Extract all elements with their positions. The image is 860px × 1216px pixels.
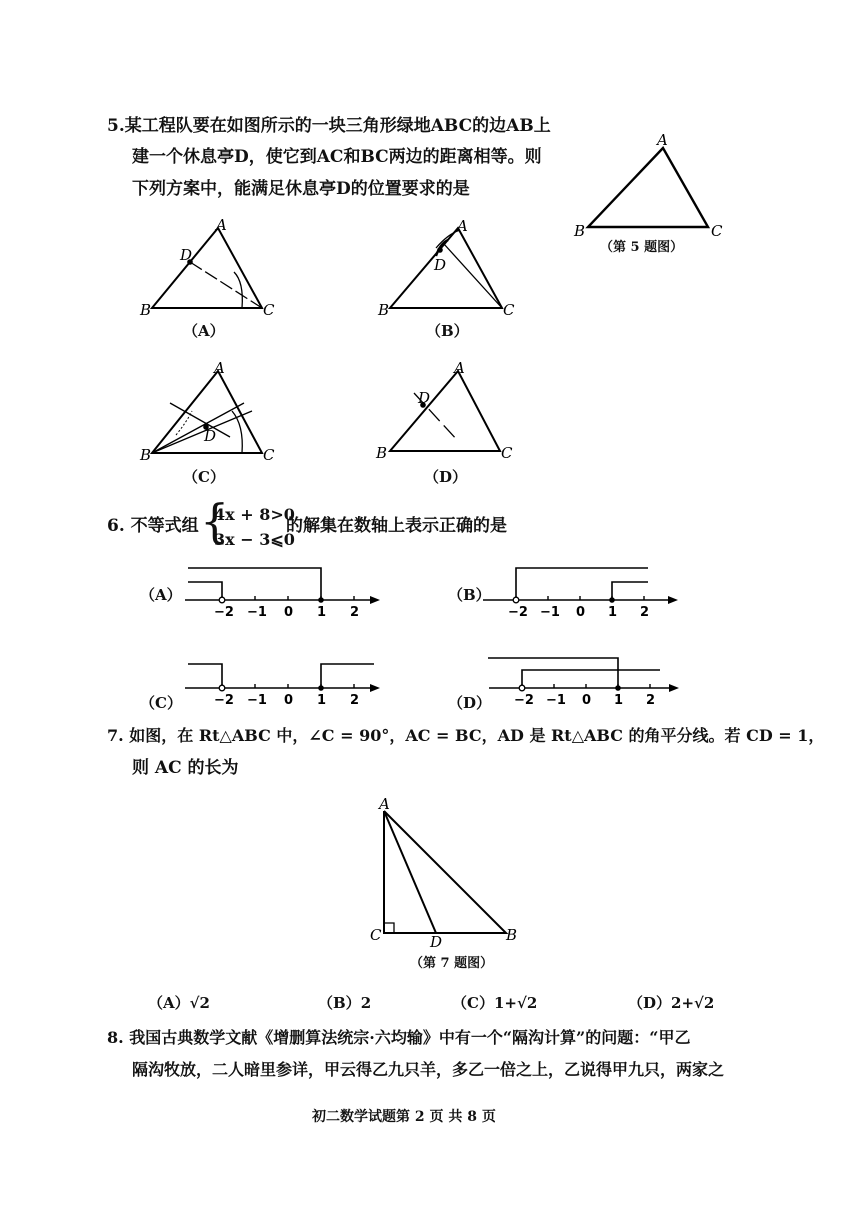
q5-option-a-figure — [140, 216, 280, 320]
tick-label: 0 — [576, 605, 586, 620]
tick-label: 1 — [317, 605, 327, 620]
q6-number-line-d — [484, 652, 694, 712]
q6-prefix: 6. 不等式组 — [107, 516, 199, 536]
q7-line2: 则 AC 的长为 — [132, 758, 239, 778]
label-C: C — [263, 301, 275, 319]
q6-number-line-a — [180, 560, 390, 620]
label-D: D — [180, 246, 193, 264]
q7-line1: 7. 如图，在 Rt△ABC 中，∠C = 90°，AC = BC，AD 是 Rt△ABC 的角平分线。若 CD = 1， — [107, 726, 825, 745]
q5-line3: 下列方案中，能满足休息亭D的位置要求的是 — [132, 179, 470, 199]
q7-fig-caption: （第 7 题图） — [410, 956, 494, 971]
q5-option-c[interactable]: （C） — [183, 468, 225, 486]
option-label: （D） — [628, 994, 672, 1012]
option-label: （A） — [148, 994, 190, 1012]
label-B: B — [140, 301, 152, 319]
option-value: 2+√2 — [671, 994, 715, 1012]
q6-number-line-b — [478, 560, 688, 620]
q6-option-c[interactable]: （C） — [140, 694, 182, 712]
label-A: A — [379, 795, 390, 813]
q8-line2: 隔沟牧放，二人暗里参详，甲云得乙九只羊，多乙一倍之上，乙说得甲九只，两家之 — [132, 1060, 725, 1079]
label-A: A — [657, 131, 668, 149]
tick-label: −1 — [540, 605, 560, 620]
option-value: √2 — [189, 994, 210, 1012]
option-label: （C） — [452, 994, 494, 1012]
tick-label: 0 — [284, 605, 294, 620]
label-A: A — [214, 359, 225, 377]
label-B: B — [140, 446, 152, 464]
page-footer: 初二数学试题第 2 页 共 8 页 — [312, 1109, 496, 1125]
q7-option-a[interactable] — [148, 992, 210, 1013]
q5-option-d-figure — [376, 359, 516, 465]
q6-suffix: 的解集在数轴上表示正确的是 — [286, 516, 507, 536]
tick-label: 2 — [646, 693, 656, 708]
tick-label: 1 — [608, 605, 618, 620]
tick-label: −1 — [546, 693, 566, 708]
q7-option-c[interactable] — [452, 992, 537, 1013]
tick-label: 0 — [582, 693, 592, 708]
tick-label: −2 — [214, 693, 234, 708]
label-C: C — [501, 444, 513, 462]
q7-option-d[interactable] — [628, 992, 714, 1013]
label-C: C — [370, 926, 382, 944]
label-D: D — [418, 389, 431, 407]
label-A: A — [454, 359, 465, 377]
tick-label: −1 — [247, 605, 267, 620]
q5-option-d[interactable]: （D） — [424, 468, 468, 486]
q6-option-d[interactable]: （D） — [448, 694, 492, 712]
q5-option-b-figure — [378, 217, 518, 320]
tick-label: −2 — [214, 605, 234, 620]
label-C: C — [711, 222, 723, 240]
option-value: 1+√2 — [493, 994, 538, 1012]
tick-label: 2 — [350, 605, 360, 620]
q5-fig-caption: （第 5 题图） — [600, 240, 684, 255]
tick-label: 1 — [614, 693, 624, 708]
q6-inequality-2: 3x − 3⩽0 — [214, 530, 295, 549]
q6-number-line-c — [180, 656, 390, 716]
label-B: B — [506, 926, 518, 944]
label-C: C — [263, 446, 275, 464]
q6-option-a[interactable]: （A） — [140, 586, 182, 604]
label-D: D — [204, 427, 217, 445]
tick-label: −2 — [514, 693, 534, 708]
label-A: A — [216, 216, 227, 234]
tick-label: −2 — [508, 605, 528, 620]
label-C: C — [503, 301, 515, 319]
q5-reference-triangle — [570, 130, 740, 250]
tick-label: −1 — [247, 693, 267, 708]
label-B: B — [376, 444, 388, 462]
option-value: 2 — [360, 994, 372, 1012]
q6-option-b[interactable]: （B） — [448, 586, 491, 604]
q7-figure — [368, 795, 528, 950]
q5-option-b[interactable]: （B） — [426, 322, 469, 340]
q5-option-c-figure — [140, 359, 280, 465]
tick-label: 0 — [284, 693, 294, 708]
tick-label: 1 — [317, 693, 327, 708]
label-B: B — [574, 222, 586, 240]
label-B: B — [378, 301, 390, 319]
label-D: D — [434, 256, 447, 274]
tick-label: 2 — [350, 693, 360, 708]
system-brace: { — [200, 494, 230, 548]
label-D: D — [430, 933, 443, 951]
label-A: A — [457, 217, 468, 235]
q8-line1: 8. 我国古典数学文献《增删算法统宗·六均输》中有一个“隔沟计算”的问题：“甲乙 — [107, 1028, 691, 1047]
q7-option-b[interactable] — [318, 992, 371, 1013]
q5-line1: 5.某工程队要在如图所示的一块三角形绿地ABC的边AB上 — [107, 116, 551, 136]
q6-inequality-1: 4x + 8>0 — [214, 505, 295, 524]
option-label: （B） — [318, 994, 361, 1012]
tick-label: 2 — [640, 605, 650, 620]
q5-line2: 建一个休息亭D，使它到AC和BC两边的距离相等。则 — [132, 147, 542, 167]
q5-option-a[interactable]: （A） — [183, 322, 225, 340]
